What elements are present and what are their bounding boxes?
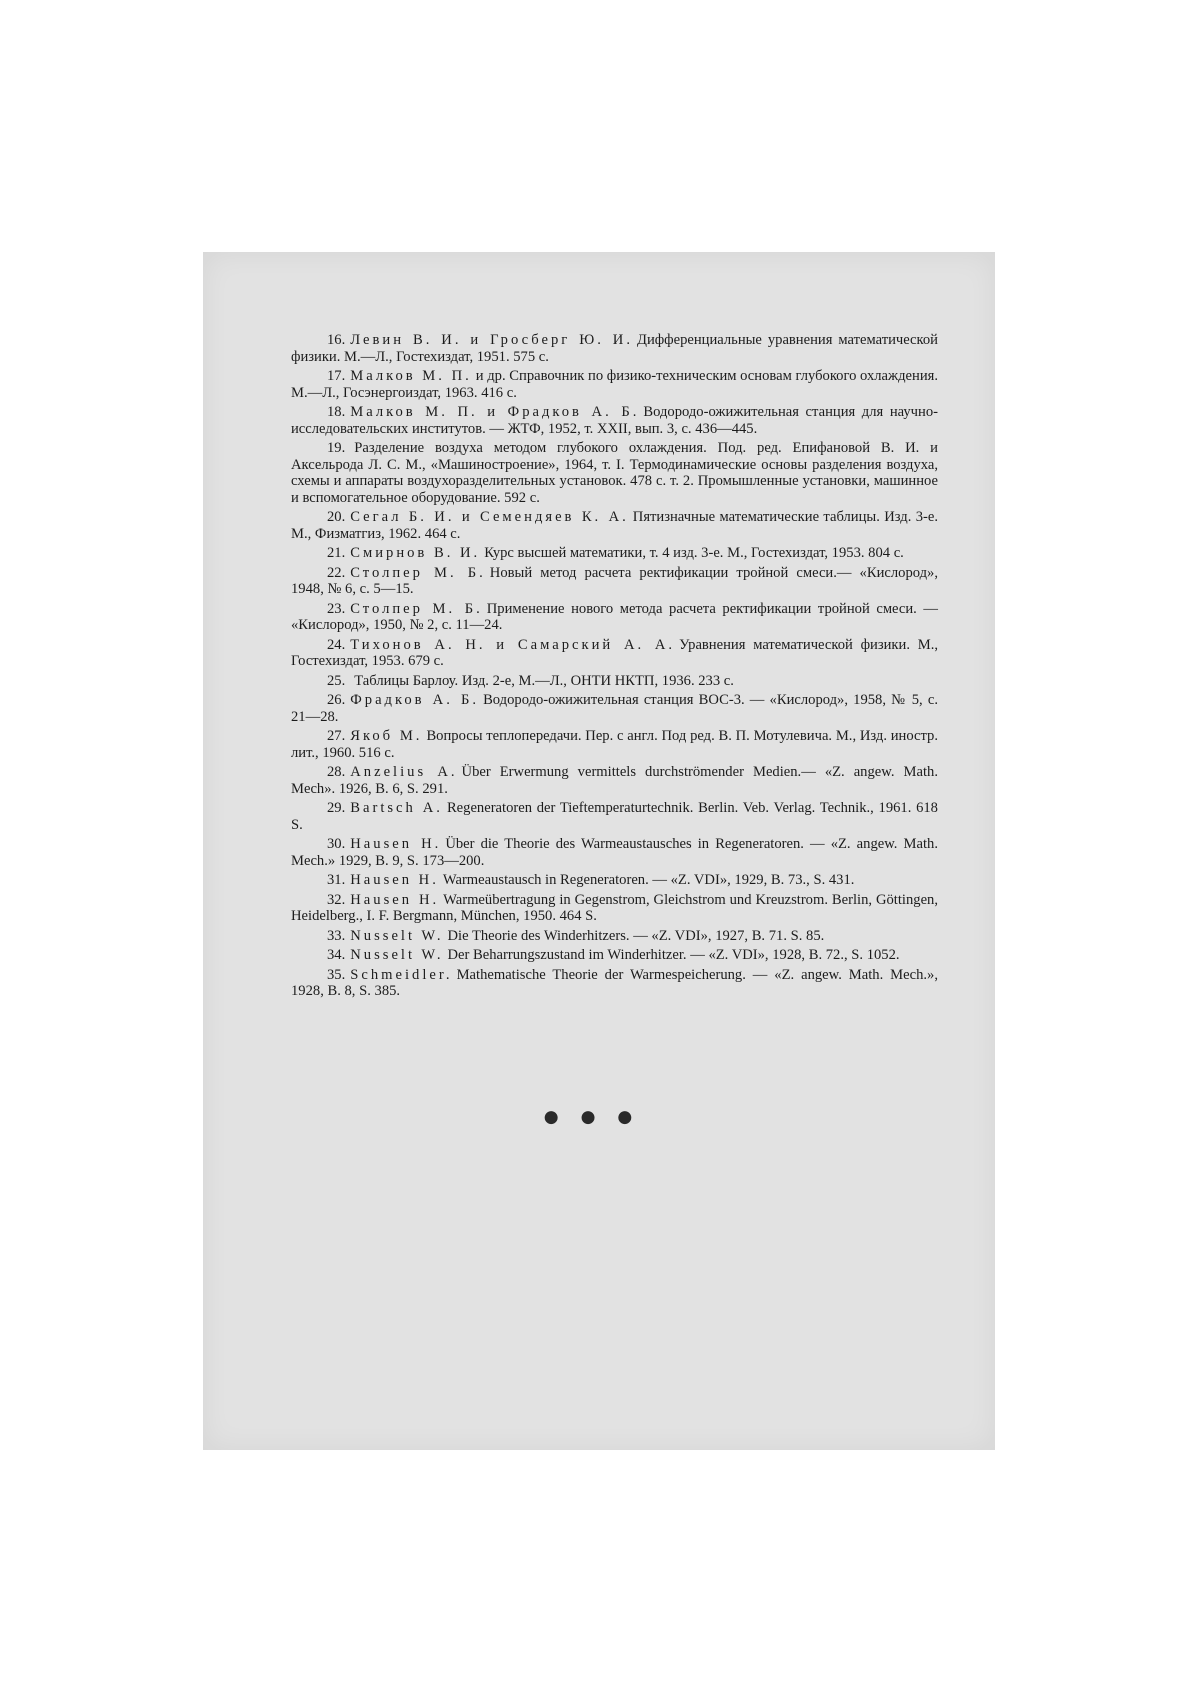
reference-32: 32. Hausen H. Warmeübertragung in Gegenstrom, Gleichstrom und Kreuzstrom. Berlin, Göttingen, Heidelberg., I. F. Bergmann, München, 1950. 464 S.: [291, 891, 938, 924]
reference-25: 25. Таблицы Барлоу. Изд. 2-е, М.—Л., ОНТИ НКТП, 1936. 233 с.: [327, 672, 734, 689]
reference-28: 28. Anzelius A. Über Erwermung vermittels durchströmender Medien.— «Z. angew. Math. Mech». 1926, B. 6, S. 291.: [291, 764, 938, 797]
bullet-dot-icon: ●: [543, 1107, 581, 1127]
reference-29: 29. Bartsch A. Regeneratoren der Tieftemperaturtechnik. Berlin. Veb. Verlag. Technik., 1961. 618 S.: [291, 800, 938, 833]
reference-21: 21. Смирнов В. И. Курс высшей математики, т. 4 изд. 3-е. М., Гостехиздат, 1953. 804 с.: [327, 545, 904, 561]
reference-30: 30. Hausen H. Über die Theorie des Warmeaustausches in Regeneratoren. — «Z. angew. Math. Mech.» 1929, B. 9, S. 173—200.: [291, 836, 939, 869]
reference-24: 24. Тихонов А. Н. и Самарский А. А. Уравнения математической физики. М., Гостехиздат, 1953. 679 с.: [291, 636, 938, 669]
bullet-dot-icon: ●: [617, 1107, 655, 1127]
reference-20: 20. Сегал Б. И. и Семендяев К. А. Пятизначные математические таблицы. Изд. 3-е. М., Физматгиз, 1962. 464 с.: [291, 509, 939, 542]
reference-23: 23. Столпер М. Б. Применение нового метода расчета ректификации тройной смеси. — «Кислород», 1950, № 2, с. 11—24.: [291, 600, 938, 633]
end-ornament: [203, 1107, 995, 1127]
reference-34: 34. Nusselt W. Der Beharrungszustand im Winderhitzer. — «Z. VDI», 1928, B. 72., S. 1052.: [327, 947, 900, 963]
reference-19: 19. Разделение воздуха методом глубокого охлаждения. Под. ред. Епифановой В. И. и Аксельрода Л. С. М., «Машиностроение», 1964, т. I. Термодинамические основы разделения воздуха, схемы и аппараты воздухоразделительных установок. 478 с. т. 2. Промышленные установки, машинное и вспомогательное оборудование. 592 с.: [291, 440, 938, 506]
reference-18: 18. Малков М. П. и Фрадков А. Б. Водородо-ожижительная станция для научно-исследовательских институтов. — ЖТФ, 1952, т. XXII, вып. 3, с. 436—445.: [291, 404, 938, 437]
reference-26: 26. Фрадков А. Б. Водородо-ожижительная станция ВОС-3. — «Кислород», 1958, № 5, с. 21—28.: [291, 692, 938, 725]
bibliography-list: [291, 332, 938, 1003]
reference-33: 33. Nusselt W. Die Theorie des Winderhitzers. — «Z. VDI», 1927, B. 71. S. 85.: [327, 927, 825, 944]
reference-16: 16. Левин В. И. и Гросберг Ю. И. Дифференциальные уравнения математической физики. М.—Л., Гостехиздат, 1951. 575 с.: [291, 332, 938, 365]
reference-27: 27. Якоб М. Вопросы теплопередачи. Пер. с англ. Под ред. В. П. Мотулевича. М., Изд. иностр. лит., 1960. 516 с.: [291, 728, 938, 761]
book-page: [203, 252, 995, 1450]
reference-31: 31. Hausen H. Warmeaustausch in Regeneratoren. — «Z. VDI», 1929, B. 73., S. 431.: [327, 872, 855, 888]
reference-35: 35. Schmeidler. Mathematische Theorie der Warmespeicherung. — «Z. angew. Math. Mech.», 1928, B. 8, S. 385.: [291, 966, 938, 999]
reference-22: 22. Столпер М. Б. Новый метод расчета ректификации тройной смеси.— «Кислород», 1948, № 6, с. 5—15.: [291, 564, 939, 597]
reference-17: 17. Малков М. П. и др. Справочник по физико-техническим основам глубокого охлаждения. М.—Л., Госэнергоиздат, 1963. 416 с.: [291, 368, 938, 401]
bullet-dot-icon: ●: [580, 1107, 618, 1127]
